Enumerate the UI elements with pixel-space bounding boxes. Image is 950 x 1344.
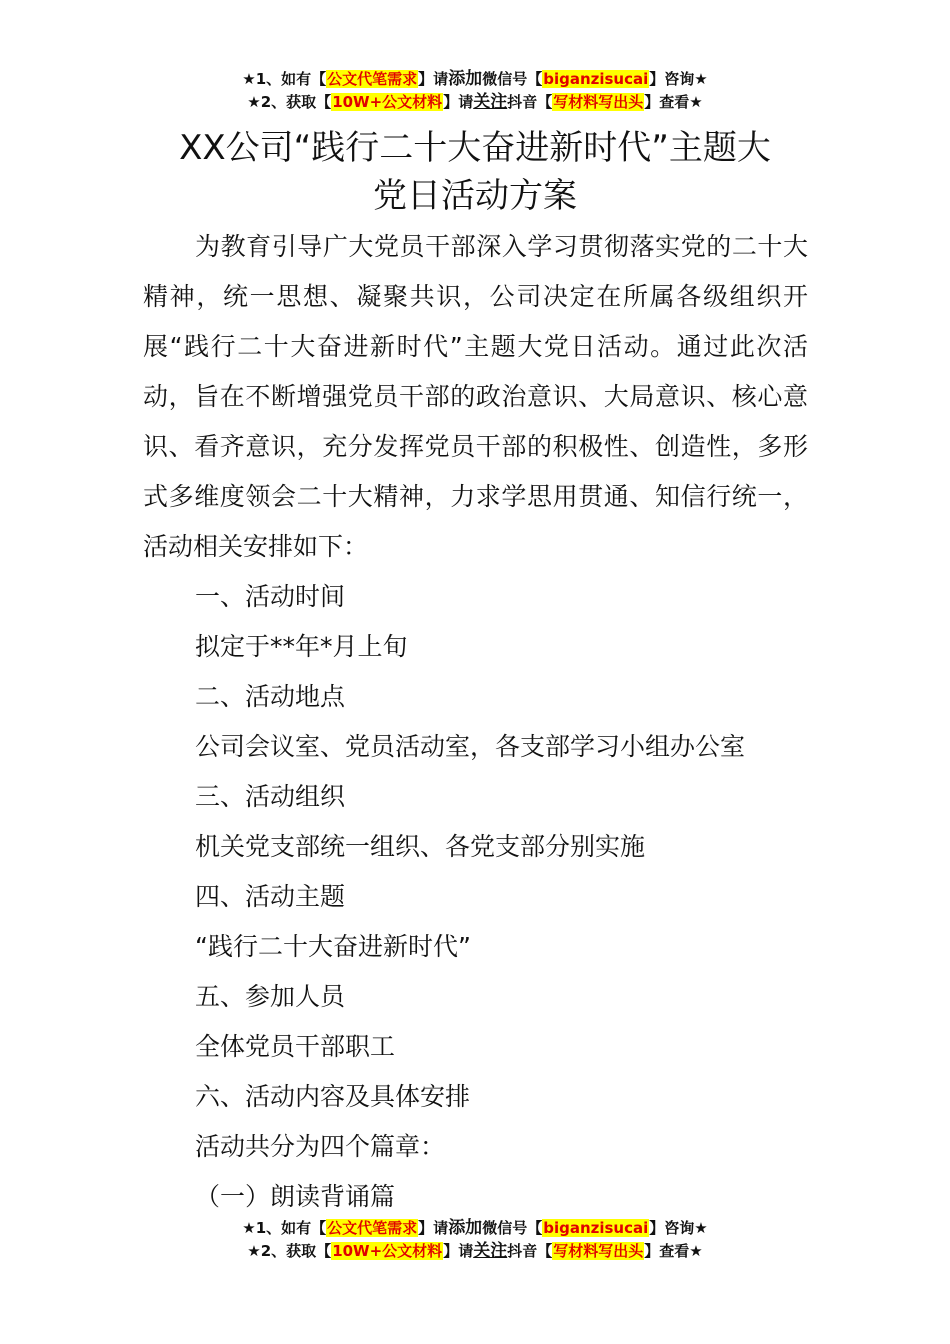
section-heading-theme: 四、活动主题 bbox=[195, 882, 346, 911]
section-heading-time: 一、活动时间 bbox=[195, 582, 346, 611]
section-heading-location: 二、活动地点 bbox=[195, 682, 346, 711]
promo-banner-bottom bbox=[0, 1217, 950, 1263]
section-heading-participants: 五、参加人员 bbox=[195, 982, 346, 1011]
title-line-1: XX公司“践行二十大奋进新时代”主题大 bbox=[179, 128, 771, 168]
promo-banner-top bbox=[0, 68, 950, 114]
subsection-heading-reading: （一）朗读背诵篇 bbox=[195, 1182, 396, 1211]
promo-line-2: ★2、获取【10W+公文材料】请关注抖音【写材料写出头】查看★ bbox=[247, 92, 703, 112]
document-body bbox=[143, 222, 808, 1222]
section-text-organization: 机关党支部统一组织、各党支部分别实施 bbox=[195, 832, 646, 861]
intro-paragraph: 为教育引导广大党员干部深入学习贯彻落实党的二十大精神，统一思想、凝聚共识，公司决定在所属各级组织开展“践行二十大奋进新时代”主题大党日活动。通过此次活动，旨在不断增强党员干部的政治意识、大局意识、核心意识、看齐意识，充分发挥党员干部的积极性、创造性，多形式多维度领会二十大精神，力求学思用贯通、知信行统一，活动相关安排如下： bbox=[143, 232, 808, 561]
section-heading-content: 六、活动内容及具体安排 bbox=[195, 1082, 471, 1111]
section-text-location: 公司会议室、党员活动室，各支部学习小组办公室 bbox=[195, 732, 746, 761]
title-line-2: 党日活动方案 bbox=[373, 176, 577, 216]
section-text-content: 活动共分为四个篇章： bbox=[195, 1132, 446, 1161]
document-title bbox=[140, 124, 810, 220]
promo-line-1: ★1、如有【公文代笔需求】请添加微信号【biganzisucai】咨询★ bbox=[242, 69, 708, 89]
highlight-materials: 10W+公文材料 bbox=[332, 1242, 443, 1260]
section-heading-organization: 三、活动组织 bbox=[195, 782, 346, 811]
promo-line-2: ★2、获取【10W+公文材料】请关注抖音【写材料写出头】查看★ bbox=[247, 1241, 703, 1261]
highlight-wechat-id: biganzisucai bbox=[543, 1219, 649, 1237]
highlight-service: 公文代笔需求 bbox=[327, 1219, 418, 1237]
highlight-wechat-id: biganzisucai bbox=[543, 70, 649, 88]
highlight-douyin-account: 写材料写出头 bbox=[553, 93, 644, 111]
promo-line-1: ★1、如有【公文代笔需求】请添加微信号【biganzisucai】咨询★ bbox=[242, 1218, 708, 1238]
section-text-time: 拟定于**年*月上旬 bbox=[195, 632, 408, 661]
highlight-douyin-account: 写材料写出头 bbox=[553, 1242, 644, 1260]
highlight-materials: 10W+公文材料 bbox=[332, 93, 443, 111]
highlight-service: 公文代笔需求 bbox=[327, 70, 418, 88]
section-text-theme: “践行二十大奋进新时代” bbox=[195, 932, 471, 961]
section-text-participants: 全体党员干部职工 bbox=[195, 1032, 396, 1061]
